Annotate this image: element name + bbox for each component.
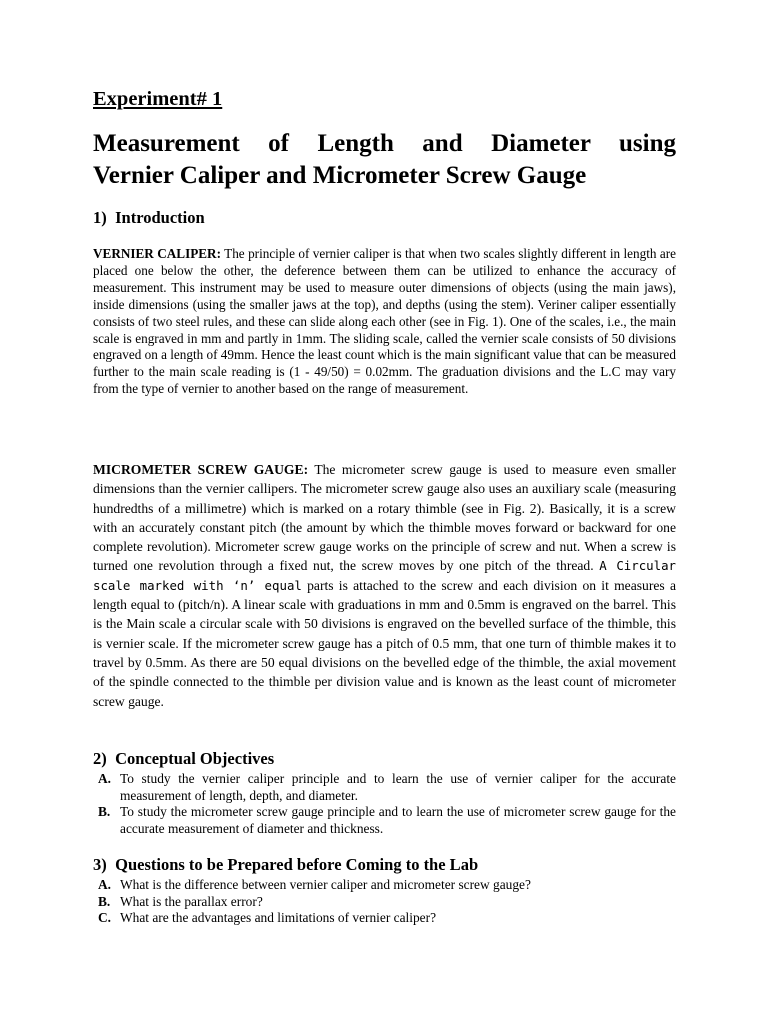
list-item [93,910,676,927]
title-line-1: Measurement of Length and Diameter using [93,130,676,157]
list-item-label: A. [98,877,112,892]
section-title: Questions to be Prepared before Coming to the Lab [115,855,479,874]
document-title [93,128,676,192]
vernier-caliper-text: The principle of vernier caliper is that when two scales slightly different in length are placed one below the other, the deference between them can be utilized to enhance the accuracy of measurement. This instrument may be used to measure outer dimensions of objects (using the main jaws), inside dimensions (using the smaller jaws at the top), and depths (using the stem). Veriner caliper essentially consists of two steel rules, and these can slide along each other (see in Fig. 1). One of the scales, i.e., the main scale is engraved in mm and partly in 1mm. The sliding scale, called the vernier scale consists of 50 divisions engraved on a length of 49mm. Hence the least count which is the main significant value that can be measured further to the main scale reading is (1 - 49/50) = 0.02mm. The graduation divisions and the L.C may vary from the type of vernier to another based on the range of measurement. [93,246,676,397]
list-item [93,877,676,894]
section-heading-questions [93,855,478,875]
list-item-label: B. [98,804,111,819]
list-item-label: A. [98,771,112,786]
section-number: 1) [93,208,107,227]
micrometer-text-part1: The micrometer screw gauge is used to measure even smaller dimensions than the vernier callipers. The micrometer screw gauge also uses an auxiliary scale (measuring hundredths of a millimetre) which is marked on a rotary thimble (see in Fig. 2). Basically, it is a screw with an accurately constant pitch (the amount by which the thimble moves forward or backward for one complete revolution). Micrometer screw gauge works on the principle of screw and nut. When a screw is turned one revolution through a fixed nut, the screw moves by one pitch of the thread. [93,462,677,574]
objectives-list [93,771,676,837]
section-number: 3) [93,855,107,874]
section-number: 2) [93,749,107,768]
section-title: Introduction [115,208,205,227]
list-item-text: To study the vernier caliper principle and to learn the use of vernier caliper for the accurate measurement of length, depth, and diameter. [120,771,676,803]
section-heading-objectives [93,749,274,769]
questions-list [93,877,676,927]
micrometer-text-part2: parts is attached to the screw and each division on it measures a length equal to (pitch/n). A linear scale with graduations in mm and 0.5mm is engraved on the barrel. This is the Main scale a circular scale with 50 divisions is engraved on the bevelled surface of the thimble, this is vernier scale. If the micrometer screw gauge has a pitch of 0.5 mm, that one turn of thimble makes it to travel by 0.5mm. As there are 50 equal divisions on the bevelled edge of the thimble, the axial movement of the spindle connected to the thimble per division value and is known as the least count of micrometer screw gauge. [93,577,676,709]
section-heading-introduction [93,208,205,228]
list-item-text: What is the difference between vernier caliper and micrometer screw gauge? [120,877,531,892]
list-item-text: What is the parallax error? [120,893,263,909]
list-item [93,804,676,837]
list-item-label: B. [98,893,111,909]
list-item [93,771,676,804]
vernier-caliper-label: VERNIER CALIPER: [93,246,221,261]
list-item-text: What are the advantages and limitations of vernier caliper? [120,910,437,925]
title-line-2: Vernier Caliper and Micrometer Screw Gauge [93,162,587,189]
micrometer-label: MICROMETER SCREW GAUGE: [93,462,309,477]
list-item-text: To study the micrometer screw gauge principle and to learn the use of micrometer screw gauge for the accurate measurement of diameter and thickness. [120,804,676,836]
micrometer-paragraph [93,460,676,711]
experiment-number: Experiment# 1 [93,88,223,110]
vernier-caliper-paragraph [93,246,676,398]
list-item [93,894,676,911]
section-title: Conceptual Objectives [115,749,275,768]
micrometer-text-mono: A Circular scale marked with ‘n’ equal [93,558,676,593]
list-item-label: C. [98,910,112,925]
